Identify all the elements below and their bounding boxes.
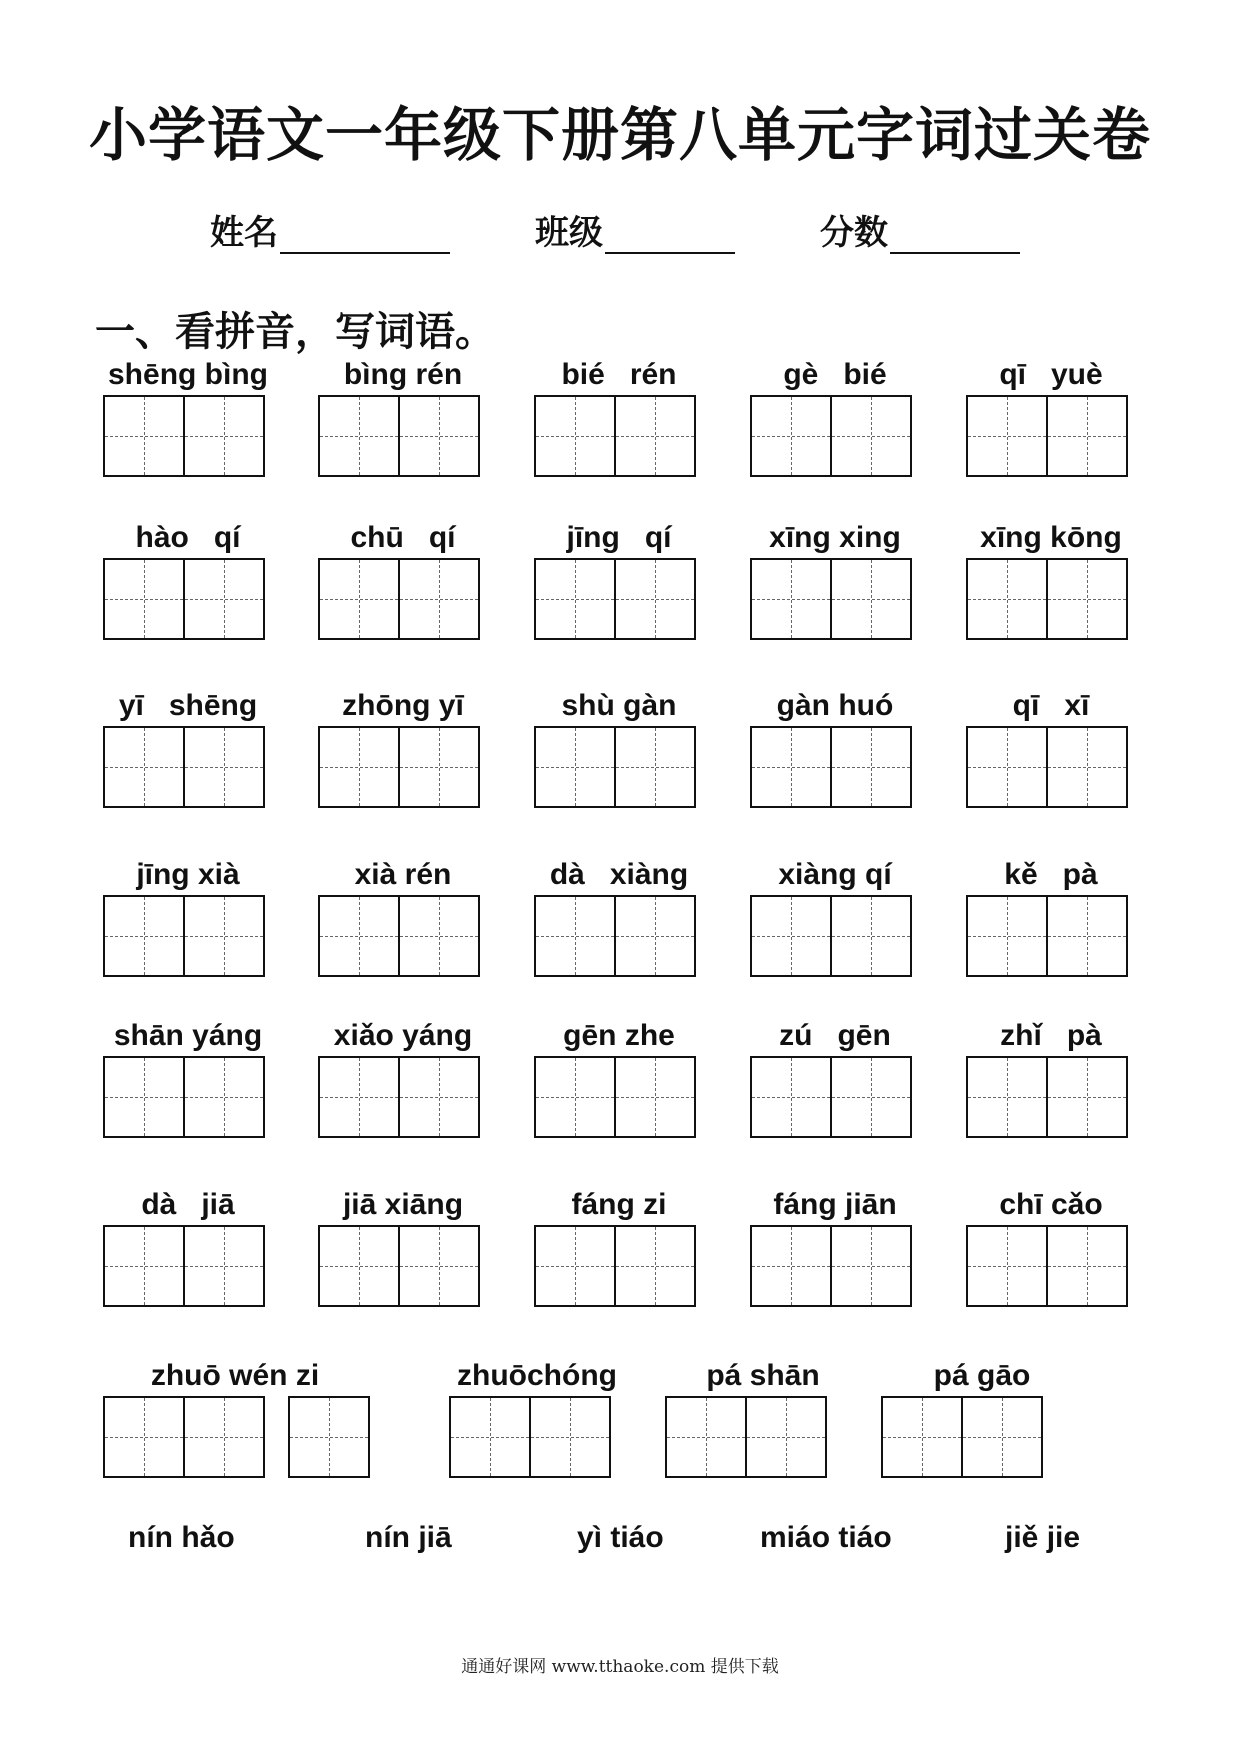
pinyin-label: zú gēn bbox=[779, 1019, 891, 1052]
writing-box[interactable] bbox=[750, 1225, 832, 1307]
pinyin-label: bié rén bbox=[561, 358, 677, 391]
writing-boxes bbox=[966, 395, 1136, 477]
pinyin-label: jiā xiāng bbox=[342, 1188, 464, 1221]
writing-boxes bbox=[318, 558, 488, 640]
writing-boxes bbox=[966, 726, 1136, 808]
pinyin-label: chū qí bbox=[350, 521, 456, 554]
writing-box[interactable] bbox=[318, 1225, 400, 1307]
pinyin-label: gè bié bbox=[783, 358, 887, 391]
pinyin-row-8 bbox=[0, 1518, 1240, 1568]
word-cell bbox=[318, 686, 488, 808]
pinyin-label: xiàng qí bbox=[778, 858, 892, 891]
page-title: 小学语文一年级下册第八单元字词过关卷 bbox=[88, 101, 1151, 169]
word-cell bbox=[103, 1016, 273, 1138]
word-cell bbox=[750, 855, 920, 977]
word-cell bbox=[103, 1185, 273, 1307]
pinyin-label: xīng xing bbox=[769, 521, 901, 554]
writing-box[interactable] bbox=[614, 895, 696, 977]
writing-box[interactable] bbox=[830, 558, 912, 640]
pinyin-label: shēng bìng bbox=[108, 358, 268, 391]
word-cell bbox=[318, 518, 488, 640]
writing-box[interactable] bbox=[830, 726, 912, 808]
writing-boxes bbox=[318, 895, 488, 977]
word-cell bbox=[534, 1016, 704, 1138]
writing-box[interactable] bbox=[183, 1225, 265, 1307]
writing-box[interactable] bbox=[534, 895, 616, 977]
writing-box[interactable] bbox=[614, 1056, 696, 1138]
word-cell bbox=[750, 1185, 920, 1307]
writing-boxes bbox=[103, 726, 273, 808]
writing-boxes bbox=[103, 1056, 273, 1138]
word-cell bbox=[318, 855, 488, 977]
pinyin-label: jiě jie bbox=[1005, 1521, 1081, 1554]
name-label: 姓名 bbox=[210, 213, 278, 253]
word-cell bbox=[534, 355, 704, 477]
pinyin-label: chī cǎo bbox=[999, 1188, 1103, 1221]
pinyin-label: fáng zi bbox=[571, 1188, 667, 1221]
word-cell bbox=[966, 855, 1136, 977]
pinyin-label: zhǐ pà bbox=[1000, 1019, 1102, 1052]
word-cell bbox=[534, 518, 704, 640]
writing-box[interactable] bbox=[1046, 395, 1128, 477]
word-cell bbox=[318, 1185, 488, 1307]
writing-box[interactable] bbox=[183, 558, 265, 640]
word-cell bbox=[966, 355, 1136, 477]
writing-box[interactable] bbox=[318, 1056, 400, 1138]
word-cell bbox=[318, 1016, 488, 1138]
writing-boxes bbox=[534, 1225, 704, 1307]
writing-box[interactable] bbox=[750, 895, 832, 977]
writing-box[interactable] bbox=[1046, 1225, 1128, 1307]
writing-box[interactable] bbox=[183, 1056, 265, 1138]
writing-box[interactable] bbox=[183, 726, 265, 808]
writing-boxes bbox=[103, 895, 273, 977]
class-field[interactable] bbox=[535, 205, 735, 254]
word-cell bbox=[318, 355, 488, 477]
word-cell bbox=[966, 518, 1136, 640]
writing-boxes bbox=[966, 895, 1136, 977]
pinyin-label: bìng rén bbox=[343, 358, 463, 391]
writing-boxes bbox=[318, 726, 488, 808]
writing-box[interactable] bbox=[103, 558, 185, 640]
writing-box[interactable] bbox=[529, 1396, 611, 1478]
word-cell bbox=[534, 1185, 704, 1307]
writing-box[interactable] bbox=[966, 395, 1048, 477]
writing-box[interactable] bbox=[1046, 895, 1128, 977]
writing-box[interactable] bbox=[103, 1056, 185, 1138]
writing-boxes bbox=[288, 1396, 370, 1478]
writing-boxes bbox=[750, 1056, 920, 1138]
pinyin-label: dà xiàng bbox=[549, 858, 689, 891]
writing-boxes bbox=[966, 1056, 1136, 1138]
writing-box[interactable] bbox=[398, 1056, 480, 1138]
writing-box[interactable] bbox=[830, 1225, 912, 1307]
writing-boxes bbox=[534, 895, 704, 977]
word-cell bbox=[534, 855, 704, 977]
writing-box[interactable] bbox=[966, 1056, 1048, 1138]
writing-box[interactable] bbox=[288, 1396, 370, 1478]
pinyin-label: shù gàn bbox=[561, 689, 677, 722]
pinyin-label: gàn huó bbox=[776, 689, 894, 722]
writing-box[interactable] bbox=[1046, 1056, 1128, 1138]
word-cell bbox=[966, 1016, 1136, 1138]
writing-boxes bbox=[318, 1056, 488, 1138]
pinyin-label: qī yuè bbox=[999, 358, 1103, 391]
writing-box[interactable] bbox=[183, 895, 265, 977]
writing-box[interactable] bbox=[534, 1056, 616, 1138]
student-info bbox=[0, 205, 1240, 265]
writing-box[interactable] bbox=[318, 558, 400, 640]
pinyin-label: nín hǎo bbox=[128, 1521, 235, 1554]
writing-box[interactable] bbox=[103, 395, 185, 477]
footer-credit: 通通好课网 www.tthaoke.com 提供下载 bbox=[461, 1657, 779, 1677]
pinyin-label: nín jiā bbox=[365, 1521, 452, 1554]
writing-box[interactable] bbox=[449, 1396, 531, 1478]
word-cell bbox=[534, 686, 704, 808]
writing-box[interactable] bbox=[534, 558, 616, 640]
writing-box[interactable] bbox=[318, 395, 400, 477]
writing-box[interactable] bbox=[103, 1396, 185, 1478]
word-cell bbox=[103, 686, 273, 808]
word-cell bbox=[750, 686, 920, 808]
writing-boxes bbox=[665, 1396, 827, 1478]
writing-box[interactable] bbox=[183, 1396, 265, 1478]
pinyin-label: miáo tiáo bbox=[760, 1521, 892, 1554]
writing-box[interactable] bbox=[830, 395, 912, 477]
writing-box[interactable] bbox=[398, 895, 480, 977]
writing-box[interactable] bbox=[745, 1396, 827, 1478]
pinyin-label: zhuō wén zi bbox=[150, 1359, 320, 1392]
writing-boxes bbox=[966, 1225, 1136, 1307]
writing-boxes bbox=[318, 1225, 488, 1307]
writing-boxes bbox=[750, 1225, 920, 1307]
writing-box[interactable] bbox=[318, 895, 400, 977]
writing-box[interactable] bbox=[966, 726, 1048, 808]
pinyin-label: qī xī bbox=[1012, 689, 1090, 722]
pinyin-label: zhuōchóng bbox=[457, 1359, 617, 1392]
pinyin-label: yī shēng bbox=[118, 689, 258, 722]
writing-box[interactable] bbox=[1046, 558, 1128, 640]
score-blank[interactable] bbox=[890, 212, 1020, 254]
word-cell bbox=[750, 355, 920, 477]
writing-box[interactable] bbox=[614, 395, 696, 477]
word-cell bbox=[750, 1016, 920, 1138]
section-heading: 一、看拼音，写词语。 bbox=[95, 308, 495, 355]
writing-box[interactable] bbox=[318, 726, 400, 808]
writing-boxes bbox=[103, 1396, 265, 1478]
writing-box[interactable] bbox=[961, 1396, 1043, 1478]
pinyin-label: xiǎo yáng bbox=[333, 1019, 473, 1052]
writing-box[interactable] bbox=[183, 395, 265, 477]
class-label: 班级 bbox=[535, 213, 603, 253]
writing-box[interactable] bbox=[103, 1225, 185, 1307]
writing-box[interactable] bbox=[750, 726, 832, 808]
writing-box[interactable] bbox=[966, 558, 1048, 640]
writing-boxes bbox=[750, 726, 920, 808]
pinyin-label: hào qí bbox=[135, 521, 241, 554]
writing-box[interactable] bbox=[398, 1225, 480, 1307]
writing-boxes bbox=[449, 1396, 611, 1478]
pinyin-label: yì tiáo bbox=[577, 1521, 664, 1554]
writing-box[interactable] bbox=[534, 395, 616, 477]
writing-box[interactable] bbox=[750, 395, 832, 477]
pinyin-label: kě pà bbox=[1004, 858, 1098, 891]
writing-boxes bbox=[103, 558, 273, 640]
writing-boxes bbox=[318, 395, 488, 477]
pinyin-label: xīng kōng bbox=[980, 521, 1122, 554]
word-cell bbox=[103, 518, 273, 640]
writing-boxes bbox=[750, 558, 920, 640]
pinyin-label: pá shān bbox=[706, 1359, 820, 1392]
score-label: 分数 bbox=[820, 213, 888, 253]
name-blank[interactable] bbox=[280, 212, 450, 254]
writing-box[interactable] bbox=[103, 895, 185, 977]
pinyin-label: fáng jiān bbox=[773, 1188, 897, 1221]
writing-boxes bbox=[534, 395, 704, 477]
writing-box[interactable] bbox=[614, 726, 696, 808]
writing-boxes bbox=[103, 395, 273, 477]
writing-boxes bbox=[534, 558, 704, 640]
writing-boxes bbox=[534, 726, 704, 808]
pinyin-label: pá gāo bbox=[933, 1359, 1031, 1392]
pinyin-label: xià rén bbox=[354, 858, 452, 891]
pinyin-label: jīng xià bbox=[136, 858, 240, 891]
writing-box[interactable] bbox=[830, 1056, 912, 1138]
writing-box[interactable] bbox=[103, 726, 185, 808]
pinyin-label: zhōng yī bbox=[342, 689, 464, 722]
word-cell bbox=[750, 518, 920, 640]
writing-boxes bbox=[534, 1056, 704, 1138]
writing-box[interactable] bbox=[398, 726, 480, 808]
writing-box[interactable] bbox=[534, 1225, 616, 1307]
writing-box[interactable] bbox=[830, 895, 912, 977]
word-cell bbox=[103, 355, 273, 477]
name-field[interactable] bbox=[210, 205, 450, 254]
class-blank[interactable] bbox=[605, 212, 735, 254]
word-cell bbox=[966, 686, 1136, 808]
writing-box[interactable] bbox=[614, 1225, 696, 1307]
writing-box[interactable] bbox=[1046, 726, 1128, 808]
writing-box[interactable] bbox=[534, 726, 616, 808]
writing-boxes bbox=[881, 1396, 1043, 1478]
writing-boxes bbox=[966, 558, 1136, 640]
pinyin-label: gēn zhe bbox=[563, 1019, 675, 1052]
writing-box[interactable] bbox=[966, 1225, 1048, 1307]
writing-boxes bbox=[103, 1225, 273, 1307]
writing-box[interactable] bbox=[750, 1056, 832, 1138]
score-field[interactable] bbox=[820, 205, 1020, 254]
writing-box[interactable] bbox=[881, 1396, 963, 1478]
word-cell bbox=[966, 1185, 1136, 1307]
pinyin-label: shān yáng bbox=[113, 1019, 263, 1052]
writing-box[interactable] bbox=[398, 558, 480, 640]
word-cell bbox=[103, 855, 273, 977]
pinyin-label: jīng qí bbox=[566, 521, 672, 554]
writing-boxes bbox=[750, 395, 920, 477]
writing-box[interactable] bbox=[614, 558, 696, 640]
writing-boxes bbox=[750, 895, 920, 977]
writing-box[interactable] bbox=[966, 895, 1048, 977]
pinyin-label: dà jiā bbox=[141, 1188, 235, 1221]
writing-box[interactable] bbox=[398, 395, 480, 477]
writing-box[interactable] bbox=[750, 558, 832, 640]
writing-box[interactable] bbox=[665, 1396, 747, 1478]
